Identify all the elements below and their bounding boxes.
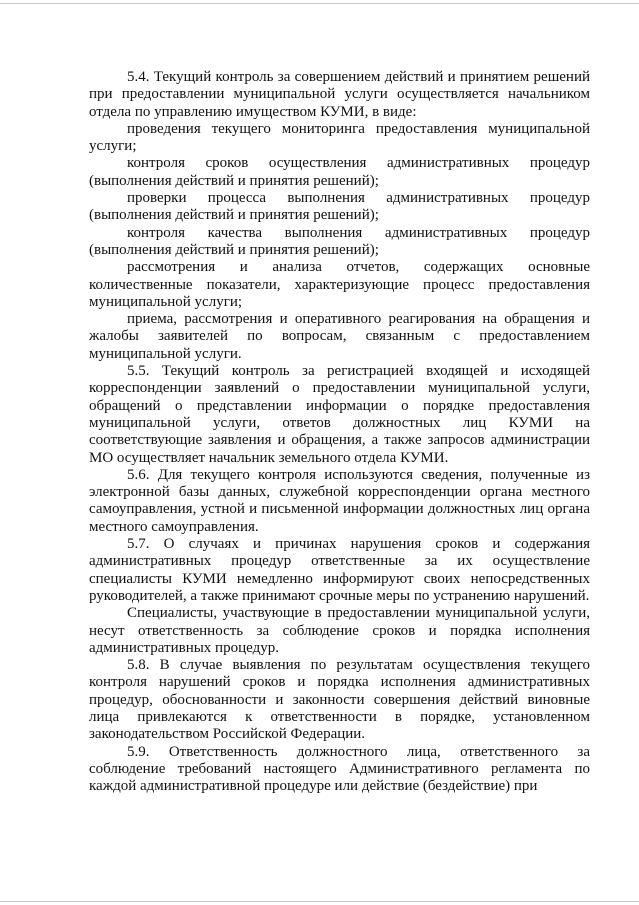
list-item-complaints: приема, рассмотрения и оперативного реагирования на обращения и жалобы заявителей по вопросам, связанным с предоставлением муниципальной услуги.	[89, 311, 590, 362]
list-item-monitoring: проведения текущего мониторинга предоставления муниципальной услуги;	[89, 120, 590, 155]
paragraph-5-9: 5.9. Ответственность должностного лица, ответственного за соблюдение требований настоящего Административного регламента по каждой административной процедуре или действие (бездействие) при	[89, 743, 590, 795]
paragraph-5-8: 5.8. В случае выявления по результатам осуществления текущего контроля нарушений сроков и порядка исполнения административных процедур, обоснованности и законности совершения действий виновные лица привлекаются к ответственности в порядке, установленном законодательством Российской Федерации.	[89, 657, 590, 743]
paragraph-5-4: 5.4. Текущий контроль за совершением действий и принятием решений при предоставлении муниципальной услуги осуществляется начальником отдела по управлению имуществом КУМИ, в виде:	[89, 69, 590, 120]
list-item-process-check: проверки процесса выполнения административных процедур (выполнения действий и принятия решений);	[89, 190, 590, 224]
paragraph-5-5: 5.5. Текущий контроль за регистрацией входящей и исходящей корреспонденции заявлений о предоставлении муниципальной услуги, обращений о представлении информации о порядке предоставления муниципальной услуги, ответов должностных лиц КУМИ на соответствующие заявления и обращения, а также запросов администрации МО осуществляет начальник земельного отдела КУМИ.	[89, 363, 590, 466]
document-body	[89, 69, 590, 795]
list-item-quality-control: контроля качества выполнения административных процедур (выполнения действий и принятия решений);	[89, 224, 590, 258]
list-item-report-analysis: рассмотрения и анализа отчетов, содержащих основные количественные показатели, характеризующие процесс предоставления муниципальной услуги;	[89, 259, 590, 310]
page-top-edge	[0, 3, 639, 4]
list-item-deadline-control: контроля сроков осуществления административных процедур (выполнения действий и принятия решений);	[89, 155, 590, 189]
paragraph-5-6: 5.6. Для текущего контроля используются сведения, полученные из электронной базы данных, служебной корреспонденции органа местного самоуправления, устной и письменной информации должностных лиц органа местного самоуправления.	[89, 466, 590, 535]
page-bottom-edge	[0, 901, 639, 902]
paragraph-5-7: 5.7. О случаях и причинах нарушения сроков и содержания административных процедур ответственные за их осуществление специалисты КУМИ немедленно информируют своих непосредственных руководителей, а также принимают срочные меры по устранению нарушений.	[89, 536, 590, 604]
paragraph-specialists: Специалисты, участвующие в предоставлении муниципальной услуги, несут ответственность за соблюдение сроков и порядка исполнения административных процедур.	[89, 605, 590, 656]
